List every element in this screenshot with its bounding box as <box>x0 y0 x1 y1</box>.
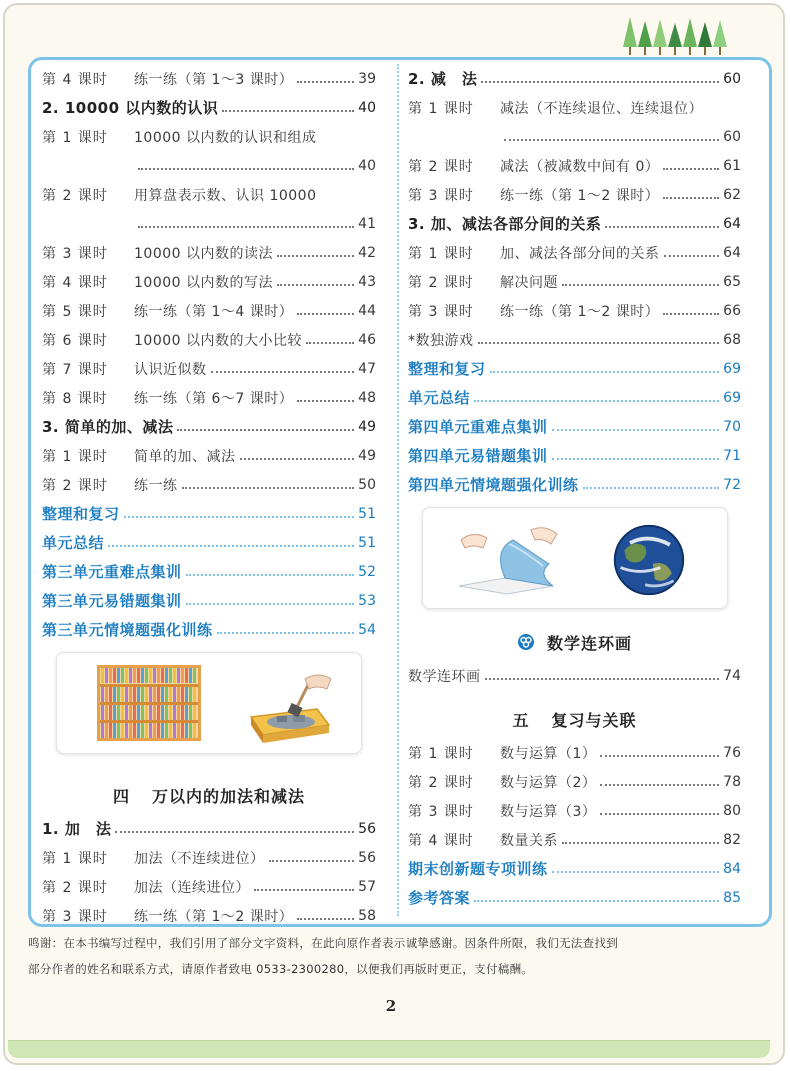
lesson-number: 第 2 课时 <box>408 158 474 175</box>
leader-dots <box>240 458 355 460</box>
page-ref: 60 <box>723 70 741 87</box>
unit-title: 万以内的加法和减法 <box>152 786 306 806</box>
leader-dots <box>663 313 719 315</box>
review-entry[interactable] <box>42 499 376 528</box>
page-ref: 42 <box>358 244 376 261</box>
leader-dots <box>663 197 719 199</box>
page-ref: 72 <box>723 476 741 493</box>
leader-dots <box>138 226 354 228</box>
leader-dots <box>600 813 719 815</box>
lesson-number: 第 4 课时 <box>42 274 108 291</box>
toc-entry[interactable] <box>42 238 376 267</box>
brush-sand-icon <box>247 669 333 745</box>
leader-dots <box>481 81 719 83</box>
page-ref: 58 <box>358 907 376 924</box>
toc-entry[interactable] <box>408 151 741 180</box>
entry-title: 数学连环画 <box>408 668 481 685</box>
entry-title: 3. 简单的加、减法 <box>42 418 174 436</box>
toc-entry[interactable] <box>408 796 741 825</box>
page-ref: 56 <box>358 820 376 837</box>
leader-dots <box>485 678 720 680</box>
leader-dots <box>583 487 720 489</box>
lesson-number: 第 2 课时 <box>42 879 108 896</box>
leader-dots <box>478 342 720 344</box>
entry-title: *数独游戏 <box>408 332 474 349</box>
review-entry[interactable] <box>408 441 741 470</box>
leader-dots <box>562 284 719 286</box>
entry-title: 第四单元情境题强化训练 <box>408 476 579 494</box>
leader-dots <box>217 632 355 634</box>
toc-entry[interactable] <box>42 383 376 412</box>
toc-entry[interactable] <box>408 325 741 354</box>
review-entry[interactable] <box>408 854 741 883</box>
acknowledgement-line: 鸣谢：在本书编写过程中，我们引用了部分文字资料，在此向原作者表示诚挚感谢。因条件所限，我们无法查找到 <box>28 936 618 950</box>
toc-entry[interactable] <box>408 180 741 209</box>
page-ref: 51 <box>358 534 376 551</box>
page-ref: 49 <box>358 447 376 464</box>
leader-dots <box>474 900 719 902</box>
page-ref: 85 <box>723 889 741 906</box>
entry-title: 1. 加 法 <box>42 820 112 838</box>
lesson-number: 第 1 课时 <box>42 850 108 867</box>
review-entry[interactable] <box>42 586 376 615</box>
leader-dots <box>504 139 719 141</box>
page-ref: 62 <box>723 186 741 203</box>
leader-dots <box>277 284 354 286</box>
lesson-number: 第 4 课时 <box>42 71 108 88</box>
page-ref: 80 <box>723 802 741 819</box>
unit-number: 五 <box>512 710 530 730</box>
page-ref: 74 <box>723 667 741 684</box>
toc-list <box>42 814 376 930</box>
entry-title: 10000 以内数的大小比较 <box>134 332 302 349</box>
leader-dots <box>269 860 355 862</box>
entry-title: 10000 以内数的读法 <box>134 245 273 262</box>
page-ref: 71 <box>723 447 741 464</box>
toc-entry-continuation[interactable] <box>42 209 376 238</box>
toc-entry[interactable] <box>42 180 376 209</box>
illustration-box <box>56 652 362 754</box>
page-ref: 47 <box>358 360 376 377</box>
lesson-number: 第 1 课时 <box>408 245 474 262</box>
entry-title: 数与运算（3） <box>500 803 597 820</box>
leader-dots <box>490 371 720 373</box>
page-ref: 49 <box>358 418 376 435</box>
leader-dots <box>177 429 354 431</box>
entry-title: 认识近似数 <box>134 361 207 378</box>
leader-dots <box>600 784 719 786</box>
toc-list <box>408 738 741 912</box>
lesson-number: 第 1 课时 <box>42 129 108 146</box>
page-ref: 52 <box>358 563 376 580</box>
toc-entry[interactable] <box>42 267 376 296</box>
review-entry[interactable] <box>408 383 741 412</box>
lesson-number: 第 3 课时 <box>408 803 474 820</box>
entry-title: 10000 以内数的写法 <box>134 274 273 291</box>
leader-dots <box>124 516 355 518</box>
page-ref: 64 <box>723 215 741 232</box>
page-ref: 43 <box>358 273 376 290</box>
page-ref: 69 <box>723 360 741 377</box>
review-entry[interactable] <box>408 470 741 499</box>
page-ref: 56 <box>358 849 376 866</box>
page-ref: 65 <box>723 273 741 290</box>
toc-right-column <box>408 64 741 912</box>
toc-list <box>408 64 741 499</box>
earth-icon <box>611 522 687 598</box>
toc-entry[interactable] <box>42 901 376 930</box>
column-divider <box>397 64 399 916</box>
page-ref: 68 <box>723 331 741 348</box>
leader-dots <box>186 574 355 576</box>
page-ref: 39 <box>358 70 376 87</box>
review-entry[interactable] <box>42 557 376 586</box>
section-entry[interactable] <box>42 93 376 122</box>
leader-dots <box>663 168 719 170</box>
lesson-number: 第 1 课时 <box>42 448 108 465</box>
entry-title: 参考答案 <box>408 889 471 907</box>
leader-dots <box>115 831 354 833</box>
leader-dots <box>552 871 720 873</box>
entry-title: 第三单元易错题集训 <box>42 592 182 610</box>
page-ref: 46 <box>358 331 376 348</box>
page-ref: 48 <box>358 389 376 406</box>
leader-dots <box>664 255 720 257</box>
lesson-number: 第 2 课时 <box>42 477 108 494</box>
entry-title: 减法（不连续退位、连续退位） <box>500 100 703 117</box>
entry-title: 练一练（第 1～3 课时） <box>134 71 294 88</box>
leader-dots <box>277 255 354 257</box>
toc-entry[interactable] <box>42 441 376 470</box>
entry-title: 2. 10000 以内数的认识 <box>42 99 219 117</box>
entry-title: 解决问题 <box>500 274 558 291</box>
page-ref: 82 <box>723 831 741 848</box>
page-ref: 51 <box>358 505 376 522</box>
toc-entry[interactable] <box>42 354 376 383</box>
leader-dots <box>138 168 354 170</box>
page-ref: 40 <box>358 157 376 174</box>
page-ref: 54 <box>358 621 376 638</box>
page-ref: 44 <box>358 302 376 319</box>
unit-title: 复习与关联 <box>551 710 637 730</box>
leader-dots <box>306 342 354 344</box>
entry-title: 减法（被减数中间有 0） <box>500 158 660 175</box>
page-ref: 64 <box>723 244 741 261</box>
toc-entry-continuation[interactable] <box>42 151 376 180</box>
toc-entry[interactable] <box>408 738 741 767</box>
review-entry[interactable] <box>42 528 376 557</box>
entry-title: 数量关系 <box>500 832 558 849</box>
toc-entry[interactable] <box>42 122 376 151</box>
leader-dots <box>562 842 719 844</box>
page-ref: 61 <box>723 157 741 174</box>
review-entry[interactable] <box>408 354 741 383</box>
entry-title: 练一练 <box>134 477 178 494</box>
entry-title: 第三单元重难点集训 <box>42 563 182 581</box>
lesson-number: 第 2 课时 <box>408 774 474 791</box>
toc-entry[interactable] <box>42 872 376 901</box>
entry-title: 单元总结 <box>42 534 105 552</box>
review-entry[interactable] <box>42 615 376 644</box>
toc-entry[interactable] <box>408 267 741 296</box>
entry-title: 练一练（第 6～7 课时） <box>134 390 294 407</box>
entry-title: 单元总结 <box>408 389 471 407</box>
lesson-number: 第 8 课时 <box>42 390 108 407</box>
entry-title: 期末创新题专项训练 <box>408 860 548 878</box>
page-ref: 53 <box>358 592 376 609</box>
page-ref: 66 <box>723 302 741 319</box>
toc-list <box>42 64 376 644</box>
page-number: 2 <box>385 997 397 1015</box>
toc-entry-continuation[interactable] <box>408 122 741 151</box>
leader-dots <box>552 429 720 431</box>
section-entry[interactable] <box>42 814 376 843</box>
leader-dots <box>254 889 354 891</box>
leader-dots <box>297 918 354 920</box>
toc-entry[interactable] <box>42 843 376 872</box>
leader-dots <box>108 545 354 547</box>
page-ref: 84 <box>723 860 741 877</box>
lesson-number: 第 1 课时 <box>408 100 474 117</box>
acknowledgement <box>28 930 768 982</box>
entry-title: 练一练（第 1～2 课时） <box>500 303 660 320</box>
entry-title: 加法（不连续进位） <box>134 850 265 867</box>
page-ref: 57 <box>358 878 376 895</box>
entry-title: 用算盘表示数、认识 10000 <box>134 187 317 204</box>
entry-title: 整理和复习 <box>42 505 120 523</box>
entry-title: 简单的加、减法 <box>134 448 236 465</box>
illustration-box <box>422 507 728 609</box>
entry-title: 第四单元重难点集训 <box>408 418 548 436</box>
review-entry[interactable] <box>408 883 741 912</box>
toc-entry[interactable] <box>42 64 376 93</box>
page-ref: 60 <box>723 128 741 145</box>
entry-title: 练一练（第 1～2 课时） <box>134 908 294 925</box>
review-entry[interactable] <box>408 412 741 441</box>
leader-dots <box>297 313 354 315</box>
entry-title: 练一练（第 1～2 课时） <box>500 187 660 204</box>
lesson-number: 第 5 课时 <box>42 303 108 320</box>
toc-entry[interactable] <box>42 296 376 325</box>
entry-title: 数与运算（2） <box>500 774 597 791</box>
unit-heading-5 <box>408 700 741 738</box>
section-entry[interactable] <box>408 209 741 238</box>
tree-row-icon <box>623 15 735 57</box>
page-ref: 69 <box>723 389 741 406</box>
bookshelf-icon <box>97 665 201 741</box>
leader-dots <box>211 371 355 373</box>
comic-title: 数学连环画 <box>546 633 632 653</box>
bottom-band <box>8 1040 770 1058</box>
entry-title: 10000 以内数的认识和组成 <box>134 129 317 146</box>
toc-list <box>408 661 741 690</box>
lesson-number: 第 3 课时 <box>408 187 474 204</box>
toc-entry[interactable] <box>408 767 741 796</box>
entry-title: 3. 加、减法各部分间的关系 <box>408 215 602 233</box>
entry-title: 第三单元情境题强化训练 <box>42 621 213 639</box>
leader-dots <box>297 400 354 402</box>
leader-dots <box>605 226 719 228</box>
comic-heading <box>408 623 741 661</box>
page-ref: 41 <box>358 215 376 232</box>
page-turn-icon <box>453 520 563 600</box>
toc-entry[interactable] <box>408 93 741 122</box>
page-ref: 76 <box>723 744 741 761</box>
page-ref: 50 <box>358 476 376 493</box>
lesson-number: 第 2 课时 <box>42 187 108 204</box>
acknowledgement-line: 部分作者的姓名和联系方式，请原作者致电 0533-2300280，以便我们再版时更正，支付稿酬。 <box>28 962 534 976</box>
lesson-number: 第 2 课时 <box>408 274 474 291</box>
leader-dots <box>186 603 355 605</box>
leader-dots <box>222 110 354 112</box>
lesson-number: 第 3 课时 <box>42 908 108 925</box>
unit-heading-4 <box>42 776 376 814</box>
entry-title: 加、减法各部分间的关系 <box>500 245 660 262</box>
leader-dots <box>600 755 719 757</box>
page-ref: 40 <box>358 99 376 116</box>
entry-title: 数与运算（1） <box>500 745 597 762</box>
section-entry[interactable] <box>42 412 376 441</box>
leader-dots <box>552 458 720 460</box>
toc-entry[interactable] <box>408 825 741 854</box>
toc-entry[interactable] <box>408 296 741 325</box>
lesson-number: 第 3 课时 <box>42 245 108 262</box>
page-ref: 70 <box>723 418 741 435</box>
leader-dots <box>182 487 355 489</box>
comic-circle-icon <box>517 633 535 651</box>
lesson-number: 第 6 课时 <box>42 332 108 349</box>
entry-title: 2. 减 法 <box>408 70 478 88</box>
page-ref: 78 <box>723 773 741 790</box>
toc-entry[interactable] <box>42 470 376 499</box>
lesson-number: 第 4 课时 <box>408 832 474 849</box>
toc-left-column <box>42 64 376 930</box>
toc-entry[interactable] <box>408 238 741 267</box>
section-entry[interactable] <box>408 64 741 93</box>
entry-title: 练一练（第 1～4 课时） <box>134 303 294 320</box>
lesson-number: 第 3 课时 <box>408 303 474 320</box>
toc-entry[interactable] <box>42 325 376 354</box>
entry-title: 整理和复习 <box>408 360 486 378</box>
toc-entry[interactable] <box>408 661 741 690</box>
leader-dots <box>474 400 719 402</box>
entry-title: 第四单元易错题集训 <box>408 447 548 465</box>
entry-title: 加法（连续进位） <box>134 879 250 896</box>
unit-number: 四 <box>112 786 130 806</box>
lesson-number: 第 7 课时 <box>42 361 108 378</box>
leader-dots <box>297 81 354 83</box>
lesson-number: 第 1 课时 <box>408 745 474 762</box>
